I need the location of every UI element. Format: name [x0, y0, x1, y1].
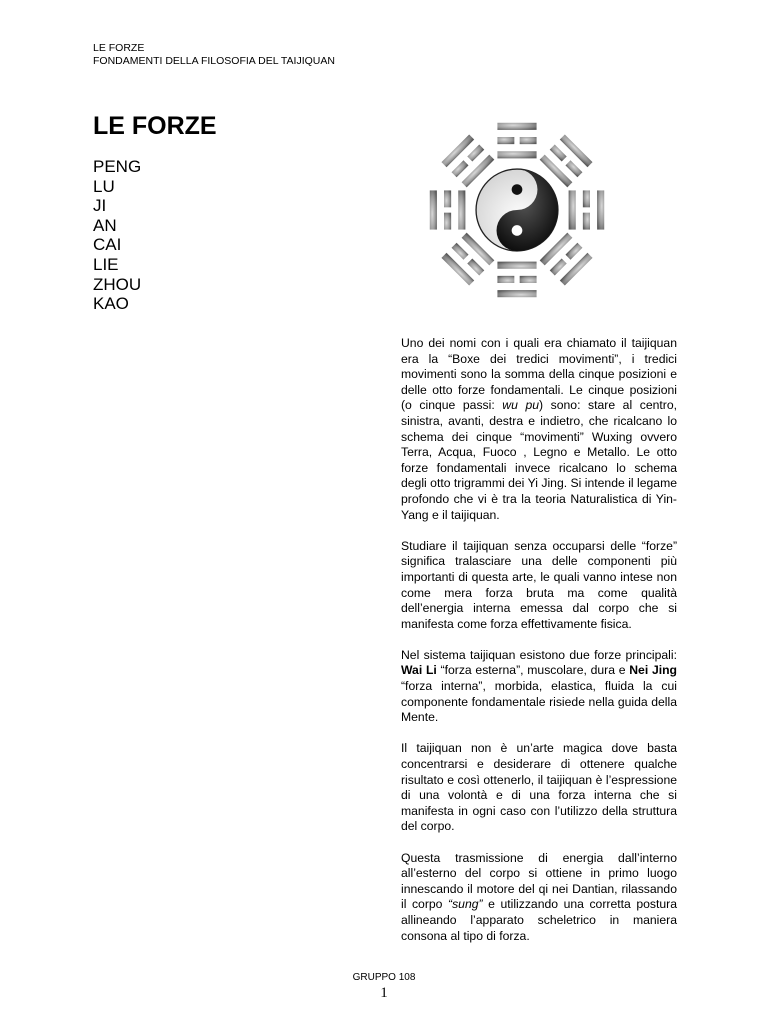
paragraph: Studiare il taijiquan senza occuparsi delle “forze” significa tralasciare una delle componenti più importanti di questa arte, le quali vanno intese non come mera forza bruta ma come qualità dell’energia interna emessa dal corpo che si manifesta come forza effettivamente fisica. — [401, 538, 677, 631]
force-item: PENG — [93, 157, 142, 176]
force-item: AN — [93, 215, 117, 235]
paragraph: Nel sistema taijiquan esistono due forze principali: Wai Li “forza esterna”, muscolare, dura e Nei Jing “forza interna”, morbida, elastica, fluida la cui componente fondamentale risiede nella guida della Mente. — [401, 647, 678, 725]
page-footer: GRUPPO 108 — [352, 972, 416, 983]
header-line-1: LE FORZE — [93, 42, 145, 54]
force-item: JI — [93, 196, 107, 216]
force-item: ZHOU — [93, 274, 142, 294]
force-item: LIE — [93, 254, 119, 274]
force-item: LU — [93, 176, 115, 196]
paragraph: Uno dei nomi con i quali era chiamato il taijiquan era la “Boxe dei tredici movimenti”, i tredici movimenti sono la somma della cinque posizioni e delle otto forze fondamentali. Le cinque posizioni (o cinque passi: wu pu) sono: stare al centro, sinistra, avanti, destra e indietro, che ricalcano lo schema dei cinque “movimenti” Wuxing ovvero Terra, Acqua, Fuoco , Legno e Metallo. Le otto forze fondamentali invece ricalcano lo schema degli otto trigrammi dei Yi Jing. Si intende il legame profondo che vi è tra la teoria Naturalistica di Yin-Yang e il taijiquan. — [401, 336, 677, 522]
header-line-2: FONDAMENTI DELLA FILOSOFIA DEL TAIJIQUAN — [93, 55, 335, 67]
forces-list — [93, 157, 141, 314]
force-item: CAI — [93, 235, 122, 255]
page-number: 1 — [380, 985, 388, 1001]
body-text — [401, 336, 677, 960]
paragraph: Il taijiquan non è un’arte magica dove basta concentrarsi e desiderare di ottenere qualche risultato e così ottenerlo, il taijiquan è l’espressione di una volontà e di una forza interna che si manifesta in ogni caso con l’utilizzo della struttura del corpo. — [401, 741, 677, 834]
yin-yang-bagua-icon — [428, 120, 606, 300]
paragraph: Questa trasmissione di energia dall’interno all’esterno del corpo si ottiene in primo luogo innescando il motore del qi nei Dantian, rilassando il corpo “sung” e utilizzando una corretta postura allineando l’apparato scheletrico in maniera consona al tipo di forza. — [401, 850, 677, 943]
page-title: LE FORZE — [93, 112, 217, 140]
running-header — [93, 42, 335, 68]
force-item: KAO — [93, 294, 129, 314]
